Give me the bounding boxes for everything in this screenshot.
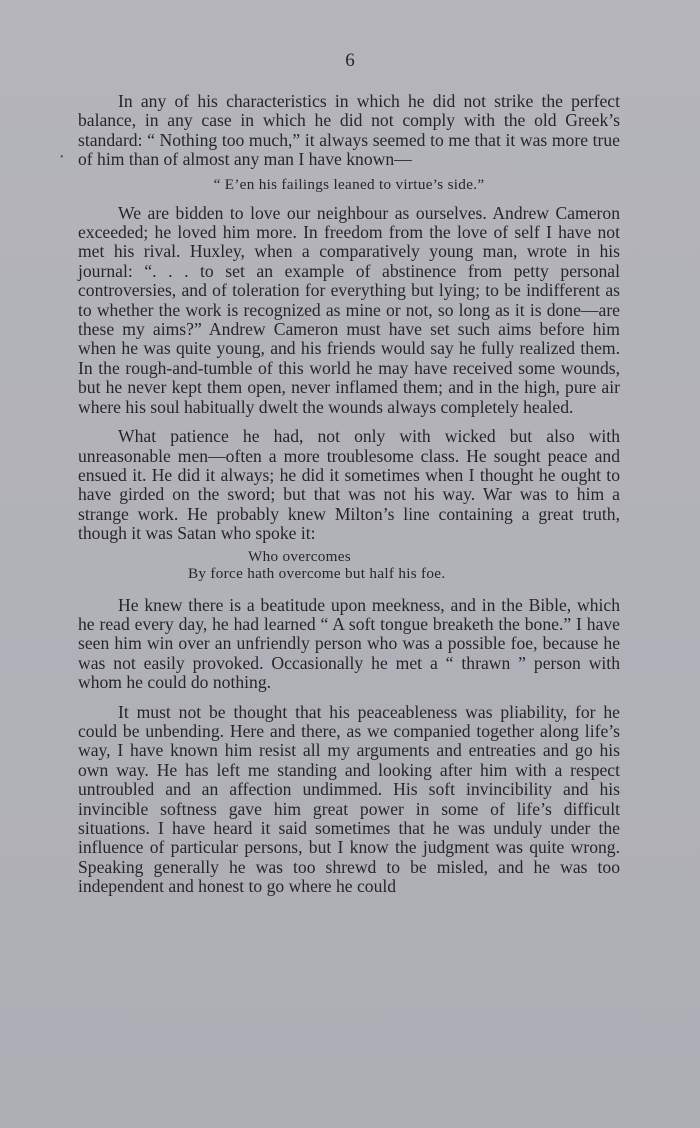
paragraph-4: He knew there is a beatitude upon meekness, and in the Bible, which he read every day, he had learned “ A soft tongue breaketh the bone.” I have seen him win over an unfriendly person who was a possible foe, because he was not easily provoked. Occasionally he met a “ thrawn ” person with whom he could do nothing. <box>78 594 620 693</box>
paragraph-3: What patience he had, not only with wicked but also with unreasonable men—often a more troublesome class. He sought peace and ensued it. He did it always; he did it sometimes when I thought he ought to have girded on the sword; but that was not his way. War was to him a strange work. He probably knew Milton’s line containing a great truth, though it was Satan who spoke it: <box>78 426 620 544</box>
verse-quote <box>188 548 620 582</box>
verse-line-1: Who overcomes <box>248 547 352 565</box>
body-text <box>78 92 620 897</box>
quotation: “ E’en his failings leaned to virtue’s side.” <box>213 175 485 193</box>
verse-line-2: By force hath overcome but half his foe. <box>188 564 446 582</box>
margin-dot: • <box>60 152 64 163</box>
paragraph-1: In any of his characteristics in which he did not strike the perfect balance, in any case in which he did not comply with the old Greek’s standard: “ Nothing too much,” it always seemed to me that it was more true of him than of almost any man I have known— <box>78 91 620 170</box>
page-number: 6 <box>345 50 355 71</box>
paragraph-2: We are bidden to love our neighbour as ourselves. Andrew Cameron exceeded; he loved him more. In freedom from the love of self I have not met his rival. Huxley, when a comparatively young man, wrote in his journal: “. . . to set an example of abstinence from petty personal controversies, and of toleration for everything but lying; to be indifferent as to whether the work is recognized as mine or not, so long as it is done—are these my aims?” Andrew Cameron must have set such aims before him when he was quite young, and his friends would say he fully realized them. In the rough-and-tumble of this world he may have received some wounds, but he never kept them open, never inflamed them; and in the high, pure air where his soul habitually dwelt the wounds always completely healed. <box>78 202 620 417</box>
paragraph-5: It must not be thought that his peaceableness was pliability, for he could be unbending. Here and there, as we companied together along life’s way, I have known him resist all my arguments and entreaties and go his own way. He has left me standing and looking after him with a respect untroubled and an affection undimmed. His soft invincibility and his invincible softness gave him great power in some of life’s difficult situations. I have heard it said sometimes that he was unduly under the influence of particular persons, but I know the judgment was quite wrong. Speaking generally he was too shrewd to be misled, and he was too independent and honest to go where he could <box>78 701 620 897</box>
